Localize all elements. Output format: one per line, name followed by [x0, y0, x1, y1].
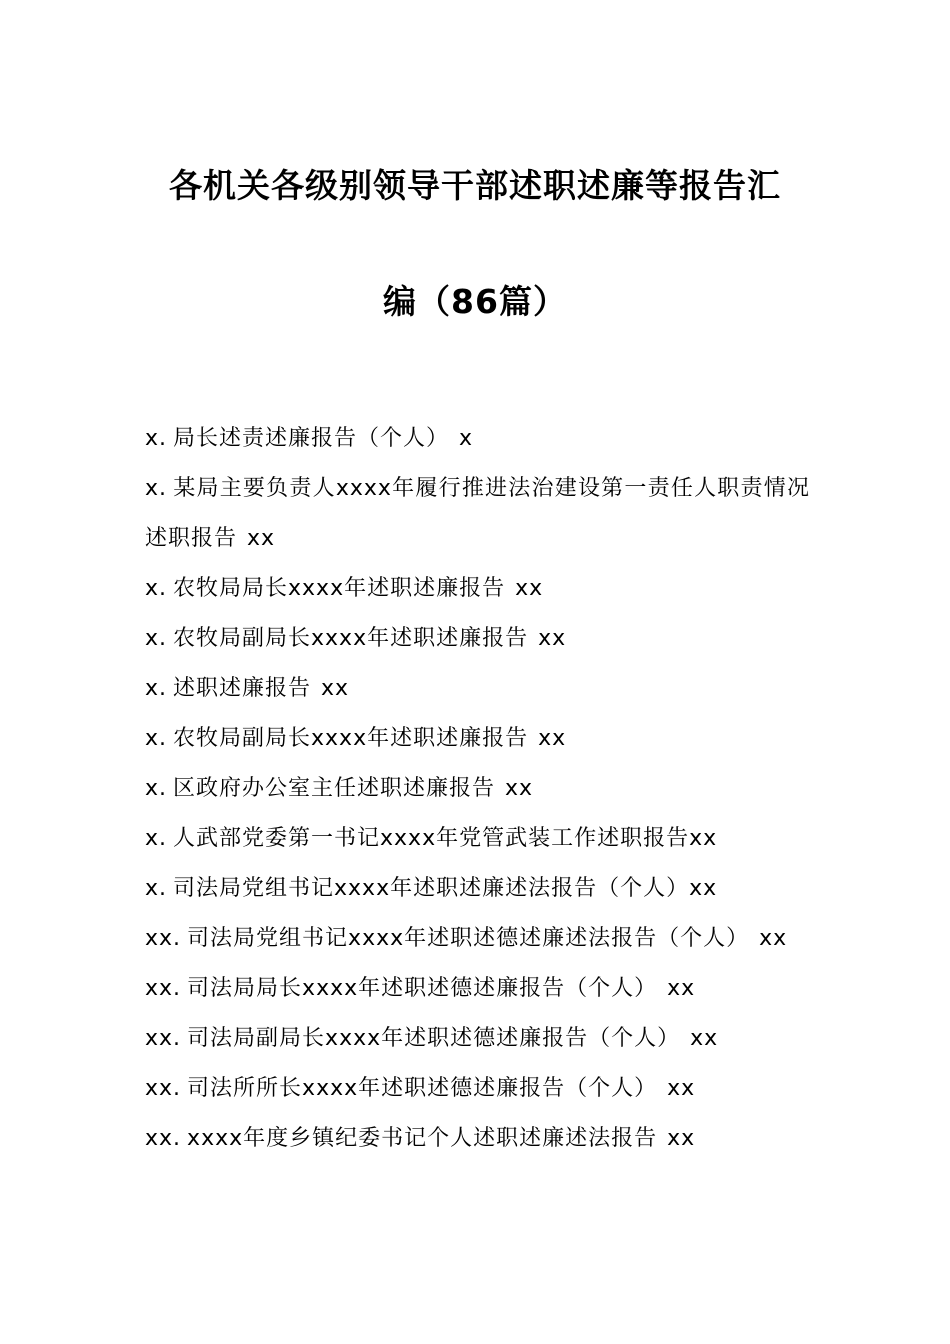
- toc-item-title: 农牧局副局长xxxx年述职述廉报告: [173, 626, 529, 651]
- toc-item-page: xx: [759, 926, 788, 951]
- toc-item-title: 农牧局副局长xxxx年述职述廉报告: [173, 726, 529, 751]
- toc-item-title: 某局主要负责人xxxx年履行推进法治建设第一责任人职责情况述职报告: [145, 476, 810, 551]
- toc-item-title: 司法局副局长xxxx年述职述德述廉报告（个人）: [187, 1026, 681, 1051]
- toc-item-number: x.: [145, 726, 168, 751]
- toc-item-number: xx.: [145, 1026, 182, 1051]
- toc-item: [145, 864, 810, 914]
- toc-item-page: xx: [515, 576, 544, 601]
- toc-item: [145, 914, 810, 964]
- toc-item: [145, 464, 810, 564]
- toc-item-page: xx: [689, 826, 718, 851]
- toc-item-title: xxxx年度乡镇纪委书记个人述职述廉述法报告: [187, 1126, 658, 1151]
- toc-item-page: xx: [689, 876, 718, 901]
- toc-item-page: xx: [667, 1076, 696, 1101]
- toc-item-number: x.: [145, 826, 168, 851]
- toc-item-page: xx: [538, 626, 567, 651]
- toc-item-title: 区政府办公室主任述职述廉报告: [173, 776, 496, 801]
- toc-item-title: 述职述廉报告: [173, 676, 312, 701]
- toc-item-page: xx: [667, 1126, 696, 1151]
- toc-item-page: xx: [538, 726, 567, 751]
- toc-item-page: xx: [690, 1026, 719, 1051]
- toc-item-page: x: [459, 426, 474, 451]
- toc-item-number: xx.: [145, 1126, 182, 1151]
- toc-item-page: xx: [321, 676, 350, 701]
- toc-item: [145, 1064, 810, 1114]
- toc-item-page: xx: [505, 776, 534, 801]
- table-of-contents: [145, 414, 810, 1164]
- toc-item-number: x.: [145, 476, 168, 501]
- toc-item-title: 司法局党组书记xxxx年述职述德述廉述法报告（个人）: [187, 926, 750, 951]
- toc-item-number: x.: [145, 676, 168, 701]
- toc-item-number: x.: [145, 876, 168, 901]
- toc-item: [145, 664, 810, 714]
- toc-item-title: 司法局党组书记xxxx年述职述廉述法报告（个人）: [173, 876, 690, 901]
- document-title-line-1: 各机关各级别领导干部述职述廉等报告汇: [169, 166, 781, 205]
- toc-item-number: xx.: [145, 1076, 182, 1101]
- toc-item-number: x.: [145, 776, 168, 801]
- toc-item-page: xx: [667, 976, 696, 1001]
- toc-item-number: x.: [145, 576, 168, 601]
- toc-item-title: 司法局局长xxxx年述职述德述廉报告（个人）: [187, 976, 658, 1001]
- toc-item-title: 农牧局局长xxxx年述职述廉报告: [173, 576, 506, 601]
- toc-item-number: xx.: [145, 976, 182, 1001]
- toc-item: [145, 614, 810, 664]
- toc-item: [145, 764, 810, 814]
- document-title-line-2: 编（86篇）: [383, 282, 567, 321]
- toc-item: [145, 564, 810, 614]
- toc-item: [145, 1014, 810, 1064]
- toc-item-title: 司法所所长xxxx年述职述德述廉报告（个人）: [187, 1076, 658, 1101]
- toc-item: [145, 414, 810, 464]
- toc-item-page: xx: [247, 526, 276, 551]
- toc-item-number: x.: [145, 426, 168, 451]
- toc-item-number: x.: [145, 626, 168, 651]
- toc-item-number: xx.: [145, 926, 182, 951]
- toc-item: [145, 714, 810, 764]
- toc-item-title: 人武部党委第一书记xxxx年党管武装工作述职报告: [173, 826, 690, 851]
- toc-item: [145, 814, 810, 864]
- toc-item: [145, 964, 810, 1014]
- toc-item-title: 局长述责述廉报告（个人）: [173, 426, 450, 451]
- toc-item: [145, 1114, 810, 1164]
